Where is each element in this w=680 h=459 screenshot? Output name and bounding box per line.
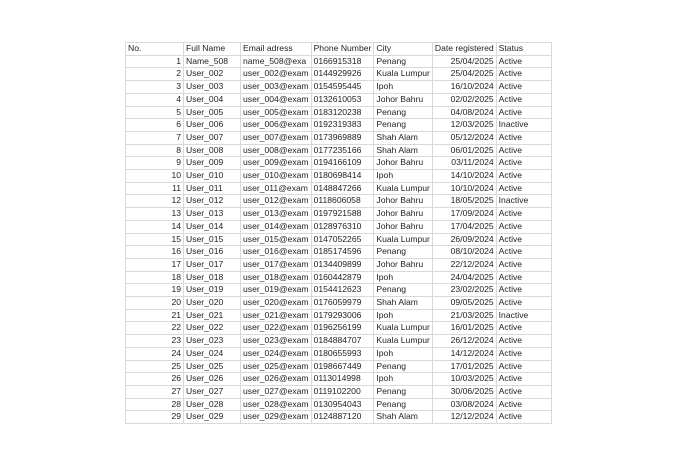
cell-date-registered[interactable]: 03/11/2024 [432, 157, 496, 170]
table-row [126, 411, 552, 424]
cell-city[interactable]: Kuala Lumpur [374, 68, 433, 81]
cell-date-registered[interactable]: 26/12/2024 [432, 335, 496, 348]
cell-city[interactable]: Johor Bahru [374, 195, 433, 208]
cell-no[interactable]: 8 [126, 144, 184, 157]
cell-phone[interactable]: 0154412623 [311, 284, 374, 297]
cell-full-name[interactable]: User_002 [184, 68, 241, 81]
cell-full-name[interactable]: User_019 [184, 284, 241, 297]
cell-city[interactable]: Penang [374, 246, 433, 259]
cell-email[interactable]: user_002@exam [241, 68, 312, 81]
cell-city[interactable]: Ipoh [374, 347, 433, 360]
cell-no[interactable]: 7 [126, 131, 184, 144]
cell-city[interactable]: Johor Bahru [374, 258, 433, 271]
cell-status[interactable]: Active [496, 93, 551, 106]
cell-city[interactable]: Shah Alam [374, 297, 433, 310]
cell-phone[interactable]: 0185174596 [311, 246, 374, 259]
header-cell-full-name[interactable]: Full Name [184, 43, 241, 56]
cell-city[interactable]: Johor Bahru [374, 208, 433, 221]
cell-full-name[interactable]: User_016 [184, 246, 241, 259]
cell-status[interactable]: Active [496, 297, 551, 310]
cell-status[interactable]: Active [496, 398, 551, 411]
cell-email[interactable]: user_009@exam [241, 157, 312, 170]
cell-date-registered[interactable]: 03/08/2024 [432, 398, 496, 411]
cell-phone[interactable]: 0148847266 [311, 182, 374, 195]
cell-city[interactable]: Ipoh [374, 309, 433, 322]
cell-no[interactable]: 14 [126, 220, 184, 233]
cell-date-registered[interactable]: 09/05/2025 [432, 297, 496, 310]
cell-status[interactable]: Active [496, 55, 551, 68]
table-row [126, 347, 552, 360]
table-body [126, 43, 552, 424]
cell-status[interactable]: Active [496, 246, 551, 259]
cell-status[interactable]: Active [496, 220, 551, 233]
cell-full-name[interactable]: User_013 [184, 208, 241, 221]
cell-full-name[interactable]: User_003 [184, 81, 241, 94]
header-cell-phone[interactable]: Phone Number [311, 43, 374, 56]
cell-status[interactable]: Active [496, 157, 551, 170]
cell-email[interactable]: user_027@exam [241, 385, 312, 398]
cell-status[interactable]: Inactive [496, 195, 551, 208]
cell-no[interactable]: 13 [126, 208, 184, 221]
cell-no[interactable]: 4 [126, 93, 184, 106]
cell-full-name[interactable]: User_014 [184, 220, 241, 233]
cell-status[interactable]: Active [496, 258, 551, 271]
cell-date-registered[interactable]: 26/09/2024 [432, 233, 496, 246]
cell-city[interactable]: Ipoh [374, 271, 433, 284]
cell-phone[interactable]: 0180698414 [311, 170, 374, 183]
cell-email[interactable]: user_003@exam [241, 81, 312, 94]
table-row [126, 297, 552, 310]
table-row [126, 195, 552, 208]
cell-phone[interactable]: 0192319383 [311, 119, 374, 132]
cell-date-registered[interactable]: 25/04/2025 [432, 68, 496, 81]
cell-phone[interactable]: 0194166109 [311, 157, 374, 170]
table-row [126, 182, 552, 195]
cell-phone[interactable]: 0176059979 [311, 297, 374, 310]
cell-date-registered[interactable]: 14/12/2024 [432, 347, 496, 360]
cell-city[interactable]: Kuala Lumpur [374, 182, 433, 195]
table-row [126, 81, 552, 94]
cell-phone[interactable]: 0113014998 [311, 373, 374, 386]
cell-no[interactable]: 1 [126, 55, 184, 68]
cell-no[interactable]: 27 [126, 385, 184, 398]
cell-no[interactable]: 23 [126, 335, 184, 348]
cell-no[interactable]: 26 [126, 373, 184, 386]
cell-phone[interactable]: 0179293006 [311, 309, 374, 322]
cell-status[interactable]: Active [496, 131, 551, 144]
table-row [126, 170, 552, 183]
cell-email[interactable]: user_005@exam [241, 106, 312, 119]
header-row [126, 43, 552, 56]
cell-city[interactable]: Ipoh [374, 170, 433, 183]
cell-city[interactable]: Johor Bahru [374, 220, 433, 233]
cell-full-name[interactable]: User_026 [184, 373, 241, 386]
cell-no[interactable]: 20 [126, 297, 184, 310]
cell-full-name[interactable]: User_012 [184, 195, 241, 208]
cell-no[interactable]: 2 [126, 68, 184, 81]
cell-phone[interactable]: 0160442879 [311, 271, 374, 284]
cell-date-registered[interactable]: 16/10/2024 [432, 81, 496, 94]
cell-email[interactable]: user_018@exam [241, 271, 312, 284]
cell-date-registered[interactable]: 24/04/2025 [432, 271, 496, 284]
cell-city[interactable]: Ipoh [374, 81, 433, 94]
cell-email[interactable]: user_025@exam [241, 360, 312, 373]
table-row [126, 233, 552, 246]
cell-phone[interactable]: 0134409899 [311, 258, 374, 271]
cell-email[interactable]: user_006@exam [241, 119, 312, 132]
table-row [126, 157, 552, 170]
cell-date-registered[interactable]: 12/12/2024 [432, 411, 496, 424]
cell-status[interactable]: Active [496, 411, 551, 424]
cell-status[interactable]: Active [496, 271, 551, 284]
table-row [126, 385, 552, 398]
cell-city[interactable]: Penang [374, 284, 433, 297]
cell-city[interactable]: Penang [374, 385, 433, 398]
table-row [126, 258, 552, 271]
cell-phone[interactable]: 0180655993 [311, 347, 374, 360]
cell-no[interactable]: 24 [126, 347, 184, 360]
table-row [126, 220, 552, 233]
cell-full-name[interactable]: User_025 [184, 360, 241, 373]
cell-date-registered[interactable]: 04/08/2024 [432, 106, 496, 119]
cell-status[interactable]: Active [496, 335, 551, 348]
cell-status[interactable]: Active [496, 360, 551, 373]
cell-status[interactable]: Active [496, 68, 551, 81]
cell-email[interactable]: user_014@exam [241, 220, 312, 233]
spreadsheet-table-container [125, 42, 552, 424]
cell-status[interactable]: Active [496, 322, 551, 335]
cell-city[interactable]: Penang [374, 55, 433, 68]
cell-status[interactable]: Active [496, 170, 551, 183]
cell-email[interactable]: user_028@exam [241, 398, 312, 411]
header-cell-no[interactable]: No. [126, 43, 184, 56]
cell-date-registered[interactable]: 08/10/2024 [432, 246, 496, 259]
cell-status[interactable]: Active [496, 284, 551, 297]
cell-no[interactable]: 11 [126, 182, 184, 195]
header-cell-email[interactable]: Email adress [241, 43, 312, 56]
cell-email[interactable]: user_011@exam [241, 182, 312, 195]
cell-status[interactable]: Active [496, 208, 551, 221]
cell-full-name[interactable]: User_021 [184, 309, 241, 322]
cell-status[interactable]: Active [496, 373, 551, 386]
cell-email[interactable]: user_021@exam [241, 309, 312, 322]
cell-email[interactable]: user_013@exam [241, 208, 312, 221]
cell-full-name[interactable]: User_027 [184, 385, 241, 398]
cell-status[interactable]: Active [496, 182, 551, 195]
cell-email[interactable]: user_029@exam [241, 411, 312, 424]
cell-full-name[interactable]: User_029 [184, 411, 241, 424]
cell-date-registered[interactable]: 30/06/2025 [432, 385, 496, 398]
table-row [126, 246, 552, 259]
cell-full-name[interactable]: User_010 [184, 170, 241, 183]
cell-email[interactable]: user_024@exam [241, 347, 312, 360]
cell-date-registered[interactable]: 02/02/2025 [432, 93, 496, 106]
header-cell-date-registered[interactable]: Date registered [432, 43, 496, 56]
table-row [126, 309, 552, 322]
cell-city[interactable]: Penang [374, 119, 433, 132]
cell-date-registered[interactable]: 12/03/2025 [432, 119, 496, 132]
cell-full-name[interactable]: User_005 [184, 106, 241, 119]
cell-phone[interactable]: 0147052265 [311, 233, 374, 246]
cell-no[interactable]: 16 [126, 246, 184, 259]
cell-no[interactable]: 19 [126, 284, 184, 297]
cell-email[interactable]: user_010@exam [241, 170, 312, 183]
cell-city[interactable]: Penang [374, 106, 433, 119]
cell-full-name[interactable]: User_028 [184, 398, 241, 411]
cell-status[interactable]: Inactive [496, 309, 551, 322]
table-row [126, 68, 552, 81]
cell-full-name[interactable]: User_006 [184, 119, 241, 132]
cell-full-name[interactable]: User_007 [184, 131, 241, 144]
cell-date-registered[interactable]: 25/04/2025 [432, 55, 496, 68]
table-row [126, 93, 552, 106]
cell-phone[interactable]: 0197921588 [311, 208, 374, 221]
cell-no[interactable]: 29 [126, 411, 184, 424]
cell-phone[interactable]: 0132610053 [311, 93, 374, 106]
cell-no[interactable]: 28 [126, 398, 184, 411]
table-row [126, 373, 552, 386]
cell-email[interactable]: user_008@exam [241, 144, 312, 157]
cell-date-registered[interactable]: 17/04/2025 [432, 220, 496, 233]
cell-no[interactable]: 25 [126, 360, 184, 373]
cell-phone[interactable]: 0144929926 [311, 68, 374, 81]
table-row [126, 144, 552, 157]
cell-email[interactable]: user_026@exam [241, 373, 312, 386]
cell-date-registered[interactable]: 10/03/2025 [432, 373, 496, 386]
cell-full-name[interactable]: Name_508 [184, 55, 241, 68]
cell-status[interactable]: Active [496, 385, 551, 398]
cell-full-name[interactable]: User_015 [184, 233, 241, 246]
cell-phone[interactable]: 0166915318 [311, 55, 374, 68]
cell-email[interactable]: user_022@exam [241, 322, 312, 335]
cell-email[interactable]: user_017@exam [241, 258, 312, 271]
table-row [126, 398, 552, 411]
cell-no[interactable]: 3 [126, 81, 184, 94]
cell-status[interactable]: Inactive [496, 119, 551, 132]
cell-phone[interactable]: 0124887120 [311, 411, 374, 424]
cell-email[interactable]: name_508@exa [241, 55, 312, 68]
cell-phone[interactable]: 0130954043 [311, 398, 374, 411]
table-row [126, 55, 552, 68]
cell-status[interactable]: Active [496, 233, 551, 246]
cell-full-name[interactable]: User_023 [184, 335, 241, 348]
cell-status[interactable]: Active [496, 106, 551, 119]
cell-city[interactable]: Shah Alam [374, 131, 433, 144]
cell-phone[interactable]: 0119102200 [311, 385, 374, 398]
cell-phone[interactable]: 0177235166 [311, 144, 374, 157]
cell-date-registered[interactable]: 17/01/2025 [432, 360, 496, 373]
cell-date-registered[interactable]: 22/12/2024 [432, 258, 496, 271]
cell-no[interactable]: 15 [126, 233, 184, 246]
cell-city[interactable]: Johor Bahru [374, 93, 433, 106]
cell-no[interactable]: 21 [126, 309, 184, 322]
table-row [126, 271, 552, 284]
cell-email[interactable]: user_012@exam [241, 195, 312, 208]
table-row [126, 106, 552, 119]
table-row [126, 208, 552, 221]
cell-full-name[interactable]: User_008 [184, 144, 241, 157]
cell-full-name[interactable]: User_004 [184, 93, 241, 106]
cell-email[interactable]: user_004@exam [241, 93, 312, 106]
table-row [126, 284, 552, 297]
cell-status[interactable]: Active [496, 81, 551, 94]
cell-email[interactable]: user_015@exam [241, 233, 312, 246]
cell-city[interactable]: Johor Bahru [374, 157, 433, 170]
cell-city[interactable]: Ipoh [374, 373, 433, 386]
cell-phone[interactable]: 0184884707 [311, 335, 374, 348]
cell-date-registered[interactable]: 14/10/2024 [432, 170, 496, 183]
cell-date-registered[interactable]: 23/02/2025 [432, 284, 496, 297]
cell-date-registered[interactable]: 06/01/2025 [432, 144, 496, 157]
cell-no[interactable]: 12 [126, 195, 184, 208]
cell-phone[interactable]: 0198667449 [311, 360, 374, 373]
cell-no[interactable]: 10 [126, 170, 184, 183]
cell-date-registered[interactable]: 16/01/2025 [432, 322, 496, 335]
cell-full-name[interactable]: User_024 [184, 347, 241, 360]
cell-date-registered[interactable]: 05/12/2024 [432, 131, 496, 144]
cell-date-registered[interactable]: 18/05/2025 [432, 195, 496, 208]
table-row [126, 131, 552, 144]
cell-phone[interactable]: 0196256199 [311, 322, 374, 335]
cell-phone[interactable]: 0118606058 [311, 195, 374, 208]
cell-no[interactable]: 9 [126, 157, 184, 170]
cell-no[interactable]: 5 [126, 106, 184, 119]
cell-no[interactable]: 17 [126, 258, 184, 271]
cell-city[interactable]: Shah Alam [374, 411, 433, 424]
cell-email[interactable]: user_007@exam [241, 131, 312, 144]
cell-city[interactable]: Shah Alam [374, 144, 433, 157]
cell-full-name[interactable]: User_022 [184, 322, 241, 335]
cell-phone[interactable]: 0173969889 [311, 131, 374, 144]
cell-city[interactable]: Penang [374, 360, 433, 373]
table-row [126, 322, 552, 335]
cell-city[interactable]: Kuala Lumpur [374, 233, 433, 246]
cell-email[interactable]: user_023@exam [241, 335, 312, 348]
cell-full-name[interactable]: User_011 [184, 182, 241, 195]
header-cell-city[interactable]: City [374, 43, 433, 56]
header-cell-status[interactable]: Status [496, 43, 551, 56]
cell-status[interactable]: Active [496, 347, 551, 360]
cell-date-registered[interactable]: 21/03/2025 [432, 309, 496, 322]
users-table [125, 42, 552, 424]
cell-no[interactable]: 6 [126, 119, 184, 132]
cell-phone[interactable]: 0183120238 [311, 106, 374, 119]
cell-no[interactable]: 22 [126, 322, 184, 335]
cell-status[interactable]: Active [496, 144, 551, 157]
cell-phone[interactable]: 0128976310 [311, 220, 374, 233]
cell-phone[interactable]: 0154595445 [311, 81, 374, 94]
cell-full-name[interactable]: User_020 [184, 297, 241, 310]
cell-no[interactable]: 18 [126, 271, 184, 284]
cell-full-name[interactable]: User_017 [184, 258, 241, 271]
cell-date-registered[interactable]: 17/09/2024 [432, 208, 496, 221]
table-row [126, 335, 552, 348]
cell-city[interactable]: Kuala Lumpur [374, 322, 433, 335]
cell-email[interactable]: user_019@exam [241, 284, 312, 297]
cell-city[interactable]: Penang [374, 398, 433, 411]
cell-email[interactable]: user_020@exam [241, 297, 312, 310]
cell-email[interactable]: user_016@exam [241, 246, 312, 259]
cell-city[interactable]: Kuala Lumpur [374, 335, 433, 348]
cell-date-registered[interactable]: 10/10/2024 [432, 182, 496, 195]
table-row [126, 360, 552, 373]
table-row [126, 119, 552, 132]
cell-full-name[interactable]: User_009 [184, 157, 241, 170]
cell-full-name[interactable]: User_018 [184, 271, 241, 284]
